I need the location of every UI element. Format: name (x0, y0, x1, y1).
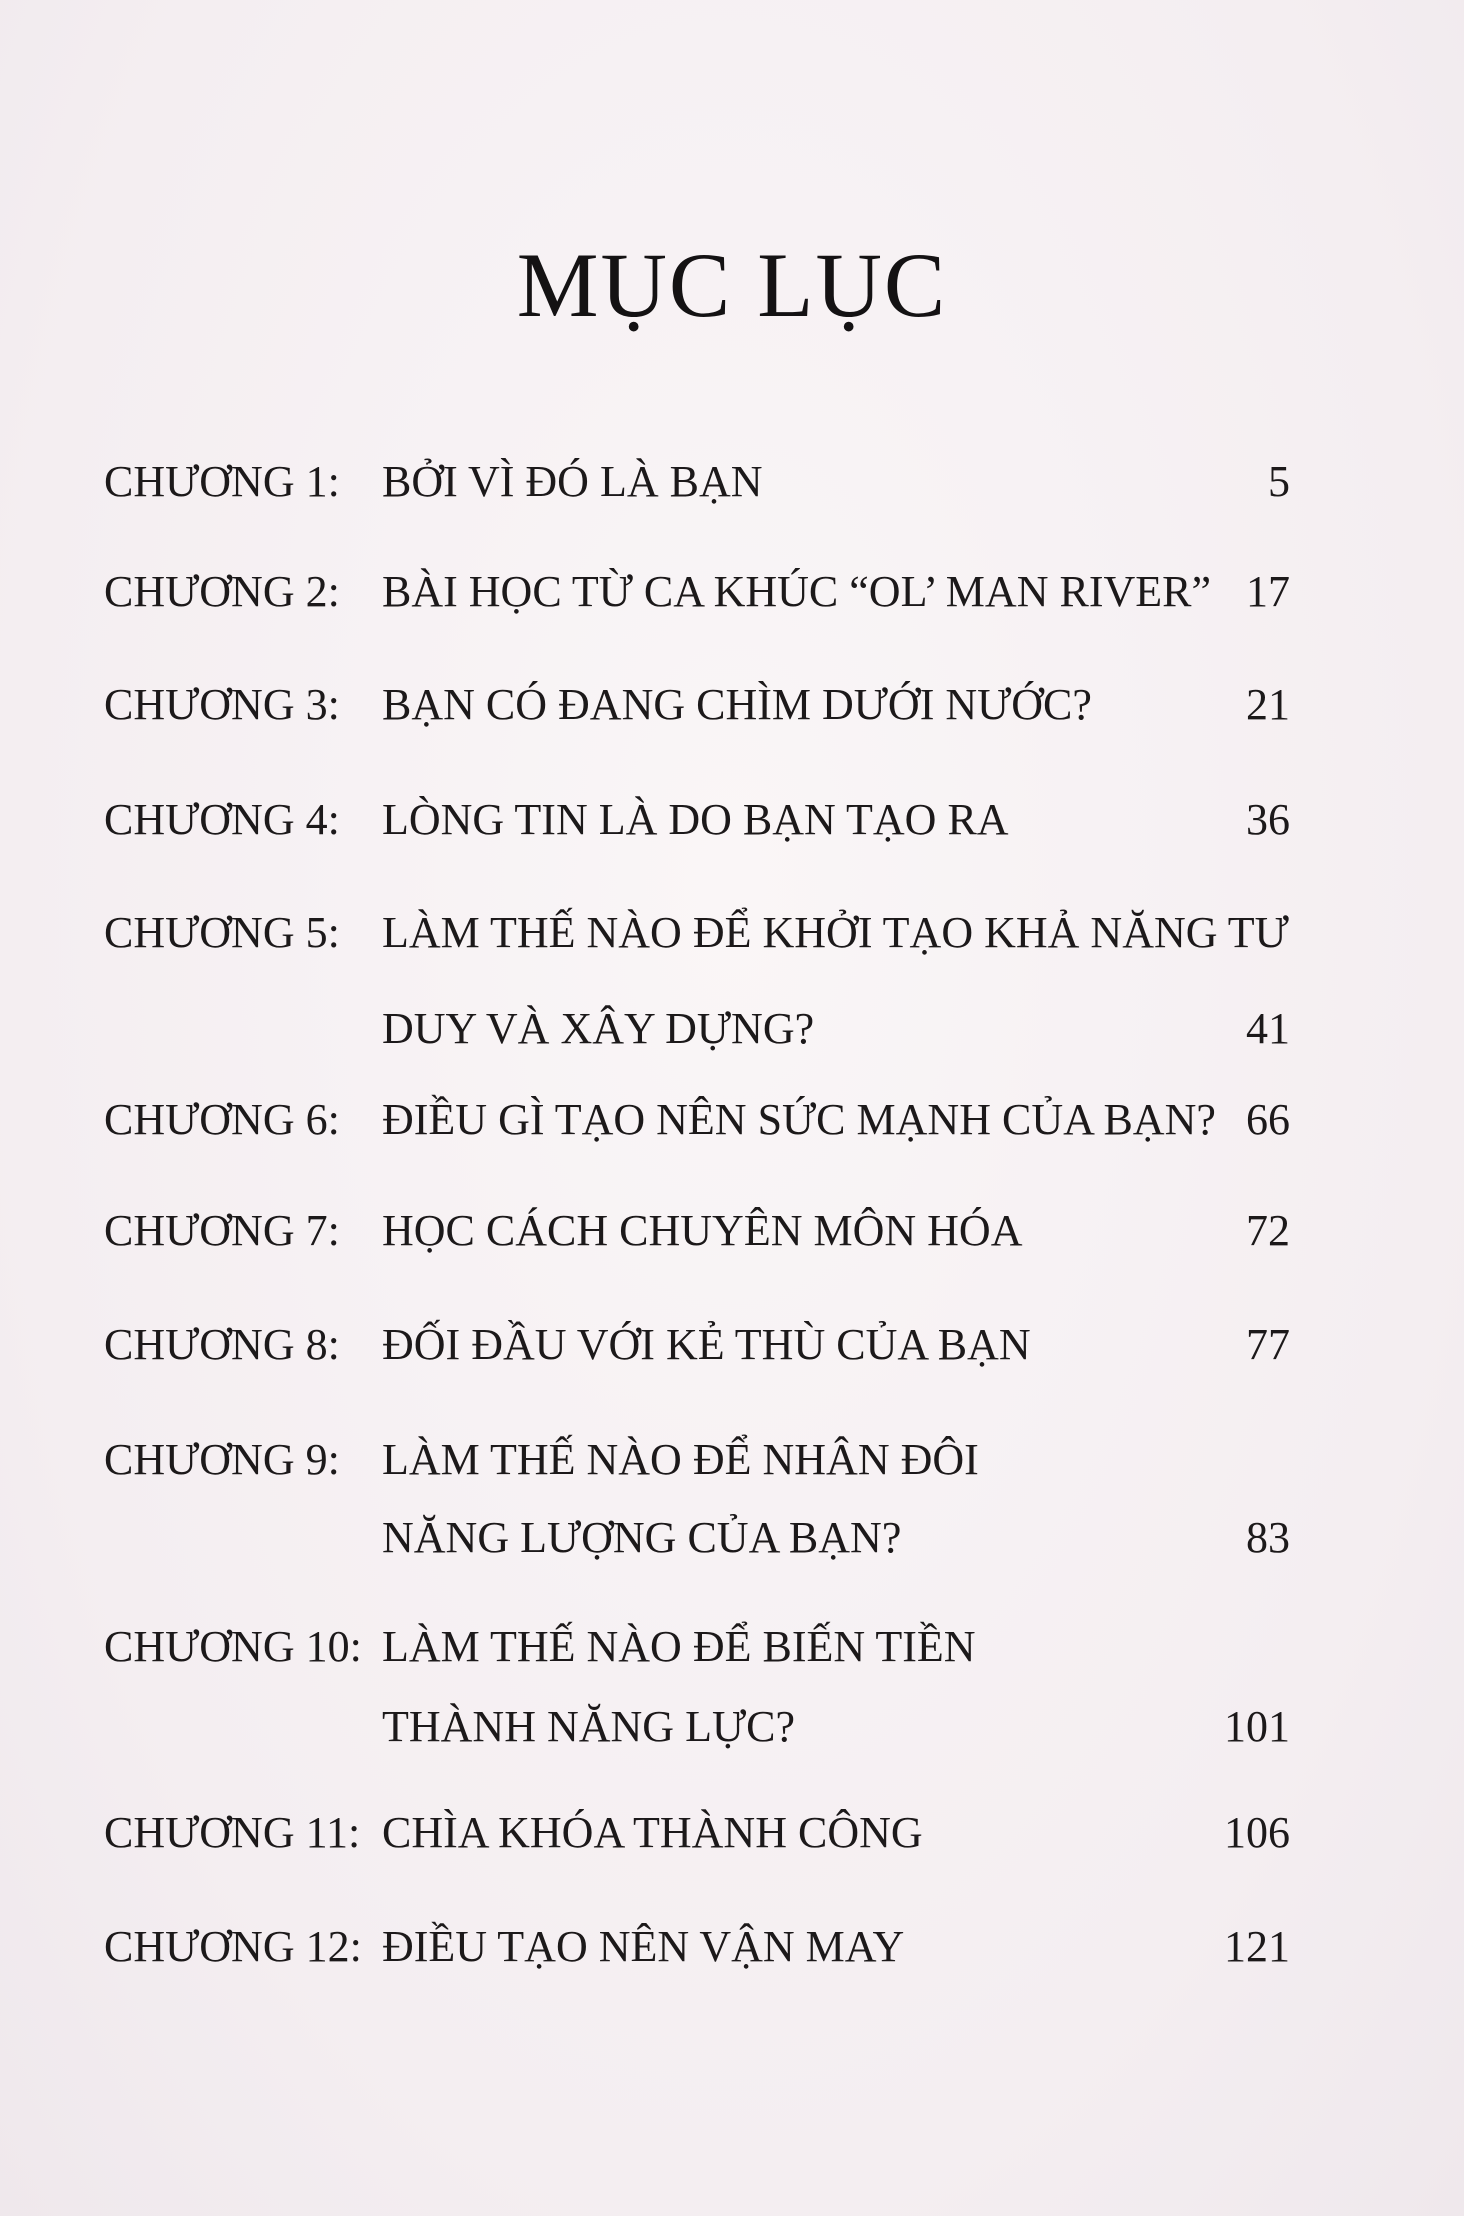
chapter-title: HỌC CÁCH CHUYÊN MÔN HÓA (382, 1206, 1023, 1255)
chapter-title: ĐỐI ĐẦU VỚI KẺ THÙ CỦA BẠN (382, 1320, 1031, 1369)
chapter-number: CHƯƠNG 2: (104, 567, 340, 616)
toc-entry-4 (104, 785, 1290, 855)
toc-entry-10 (104, 1612, 1290, 1762)
chapter-title-continued: NĂNG LƯỢNG CỦA BẠN? (382, 1513, 902, 1562)
chapter-title: LÀM THẾ NÀO ĐỂ BIẾN TIỀN (382, 1622, 976, 1671)
chapter-title-continued: DUY VÀ XÂY DỰNG? (382, 1004, 815, 1053)
chapter-title: LÀM THẾ NÀO ĐỂ KHỞI TẠO KHẢ NĂNG TƯ (382, 908, 1289, 957)
toc-entry-2 (104, 557, 1290, 627)
page-title: MỤC LỤC (516, 234, 948, 336)
chapter-title: ĐIỀU TẠO NÊN VẬN MAY (382, 1922, 905, 1971)
chapter-page: 121 (1224, 1922, 1290, 1971)
chapter-number: CHƯƠNG 3: (104, 680, 340, 729)
toc-entry-12 (104, 1912, 1290, 1982)
chapter-page: 106 (1224, 1808, 1290, 1857)
chapter-title: LÒNG TIN LÀ DO BẠN TẠO RA (382, 795, 1009, 844)
chapter-title: LÀM THẾ NÀO ĐỂ NHÂN ĐÔI (382, 1435, 979, 1484)
chapter-title: BÀI HỌC TỪ CA KHÚC “OL’ MAN RIVER” (382, 567, 1211, 616)
chapter-page: 77 (1246, 1320, 1290, 1369)
chapter-number: CHƯƠNG 11: (104, 1808, 361, 1857)
chapter-title: BỞI VÌ ĐÓ LÀ BẠN (382, 457, 763, 506)
toc-entry-8 (104, 1310, 1290, 1380)
chapter-page: 66 (1246, 1095, 1290, 1144)
toc-entry-3 (104, 670, 1290, 740)
chapter-page: 36 (1246, 795, 1290, 844)
chapter-number: CHƯƠNG 1: (104, 457, 340, 506)
chapter-page: 72 (1246, 1206, 1290, 1255)
chapter-page: 41 (1246, 1004, 1290, 1053)
chapter-page: 5 (1268, 457, 1290, 506)
chapter-title: ĐIỀU GÌ TẠO NÊN SỨC MẠNH CỦA BẠN? (382, 1095, 1216, 1144)
chapter-page: 101 (1224, 1702, 1290, 1751)
chapter-title-continued: THÀNH NĂNG LỰC? (382, 1702, 795, 1751)
chapter-title: CHÌA KHÓA THÀNH CÔNG (382, 1808, 923, 1857)
toc-entry-7 (104, 1196, 1290, 1266)
toc-entry-11 (104, 1798, 1290, 1868)
toc-entry-1 (104, 447, 1290, 517)
chapter-page: 17 (1246, 567, 1290, 616)
chapter-number: CHƯƠNG 6: (104, 1095, 340, 1144)
chapter-number: CHƯƠNG 5: (104, 908, 340, 957)
chapter-number: CHƯƠNG 10: (104, 1622, 362, 1671)
chapter-number: CHƯƠNG 8: (104, 1320, 340, 1369)
chapter-page: 21 (1246, 680, 1290, 729)
chapter-title: BẠN CÓ ĐANG CHÌM DƯỚI NƯỚC? (382, 680, 1092, 729)
chapter-page: 83 (1246, 1513, 1290, 1562)
chapter-number: CHƯƠNG 9: (104, 1435, 340, 1484)
toc-entry-9 (104, 1425, 1290, 1573)
toc-entry-5 (104, 898, 1290, 1064)
chapter-number: CHƯƠNG 4: (104, 795, 340, 844)
chapter-number: CHƯƠNG 12: (104, 1922, 362, 1971)
chapter-number: CHƯƠNG 7: (104, 1206, 340, 1255)
toc-entry-6 (104, 1085, 1290, 1155)
